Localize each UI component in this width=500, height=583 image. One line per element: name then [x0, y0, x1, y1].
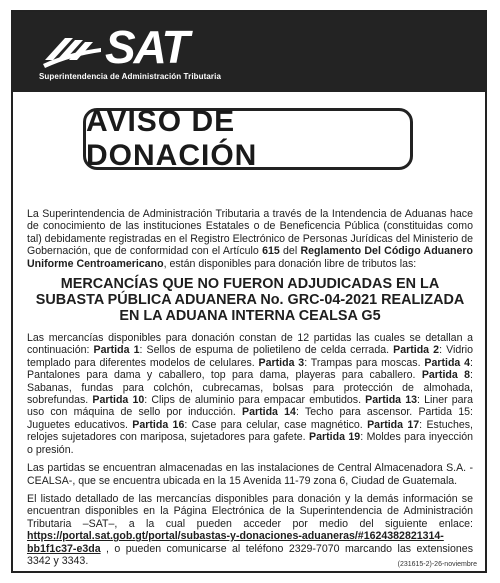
header-banner — [13, 12, 485, 92]
partida-list — [27, 344, 473, 455]
partida-item: Partida 4: Pantalones para dama y caballero, top para dama, playeras para caballero. — [27, 356, 473, 382]
partida-item: Partida 14: Techo para ascensor. Partida 15: Juguetes educativos. — [27, 406, 473, 431]
partidas-paragraph: Las mercancías disponibles para donación constan de 12 partidas las cuales se detallan a continuación: Partida 1: Sellos de espuma de polietileno de celda cerrada. Partida 2: Vidrio templado para diferentes modelos de celulares. Partida 3: Trampas para moscas. Partida 4: Pantalones para dama y caballero, top para dama, playeras para caballero. Partida 8: Sabanas, fundas para colchón, cubrecamas, bolsas para protección de almohada, sobrefundas. Partida 10: Clips de aluminio para empacar embutidos. Partida 13: Liner para uso con máquina de sello por inducción. Partida 14: Techo para ascensor. Partida 15: Juguetes educativos. Partida 16: Case para celular, case magnético. Partida 17: Estuches, relojes sujetadores con mariposa, sujetadores para gafete. Partida 19: Moldes para inyección o presión. — [27, 332, 474, 456]
notice-body — [27, 208, 473, 573]
notice-frame — [11, 10, 487, 573]
intro-paragraph: La Superintendencia de Administración Tributaria a través de la Intendencia de Aduanas hace de conocimiento de las instituciones Estatales o de Beneficencia Pública (constituidas como tal) debidamente registradas en el Registro Electrónico de Personas Jurídicas del Ministerio de Gobernación, que de conformidad con el Artículo 615 del Reglamento Del Código Aduanero Uniforme Centroamericano, están disponibles para donación libre de tributos las: — [27, 208, 473, 270]
partida-item: Partida 3: Trampas para moscas. — [258, 356, 425, 369]
article-number: 615 — [262, 245, 280, 258]
title-area — [13, 92, 485, 202]
footer-code: (231615-2)-26-noviembre — [397, 561, 477, 568]
logo-wordmark: SAT — [105, 21, 188, 73]
partida-item: Partida 13: Liner para uso con máquina de sello por inducción. — [27, 394, 473, 419]
regulation-name: Reglamento Del Código Aduanero Uniforme Centroamericano — [27, 245, 473, 270]
notice-title: AVISO DE DONACIÓN — [86, 105, 258, 172]
title-box — [83, 105, 413, 172]
logo-subtitle: Superintendencia de Administración Tributaria — [39, 72, 222, 81]
section-heading: MERCANCÍAS QUE NO FUERON ADJUDICADAS EN LA SUBASTA PÚBLICA ADUANERA No. GRC-04-2021 REALIZADA EN LA ADUANA INTERNA CEALSA G5 — [35, 276, 465, 325]
partida-item: Partida 2: Vidrio templado para diferentes modelos de celulares. — [27, 344, 474, 369]
partida-item: Partida 10: Clips de aluminio para empacar embutidos. — [92, 394, 366, 407]
partida-item: Partida 8: Sabanas, fundas para colchón, cubrecamas, bolsas para protección de almohada, sobrefundas. — [27, 369, 473, 407]
partida-item: Partida 16: Case para celular, case magnético. — [132, 418, 368, 431]
partida-item: Partida 1: Sellos de espuma de polietileno de celda cerrada. — [93, 344, 394, 357]
donations-link[interactable]: https://portal.sat.gob.gt/portal/subastas-y-donaciones-aduaneras/#1624382821314-bb1f1c37-e3da — [27, 530, 444, 555]
sat-logo — [39, 21, 279, 84]
listing-paragraph: El listado detallado de las mercancías disponibles para donación y la demás información se encuentran disponibles en la Página Electrónica de la Superintendencia de Administración Tributaria –SAT–, a la cual pueden acceder por medio del siguiente enlace: https://portal.sat.gob.gt/portal/subastas-y-donaciones-aduaneras/#1624382821314-bb1f1c37-e3da , o pueden comunicarse al teléfono 2329-7070 marcando las extensiones 3342 y 3343. — [27, 492, 473, 567]
sat-emblem-icon — [39, 30, 103, 70]
storage-paragraph: Las partidas se encuentran almacenadas en las instalaciones de Central Almacenadora S.A. -CEALSA-, que se encuentra ubicada en la 15 Avenida 11-79 zona 6, Ciudad de Guatemala. — [27, 462, 473, 487]
partida-item: Partida 17: Estuches, relojes sujetadores con mariposa, sujetadores para gafete. — [27, 418, 473, 444]
partida-item: Partida 19: Moldes para inyección o presión. — [27, 431, 473, 456]
